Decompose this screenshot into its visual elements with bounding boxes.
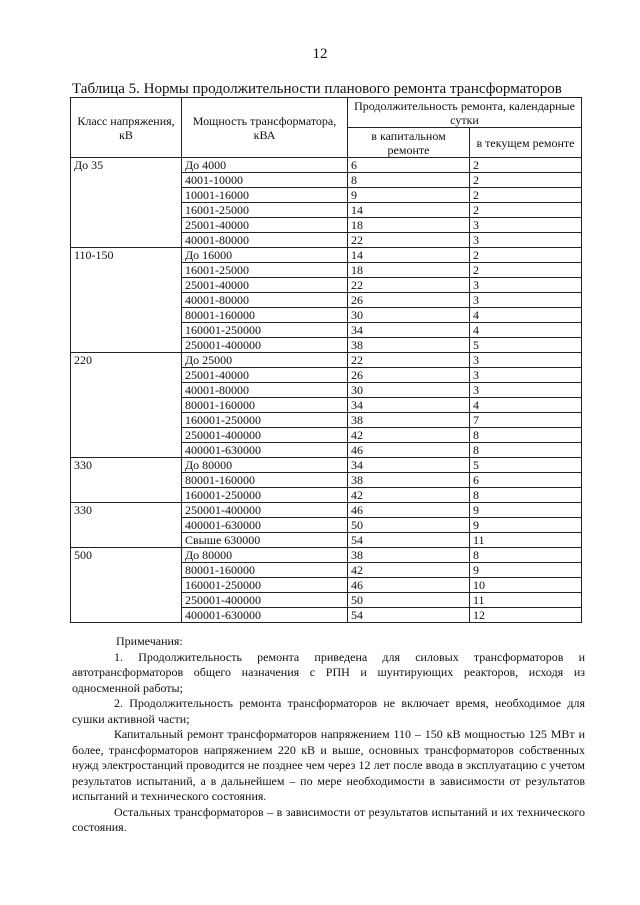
voltage-class-cell: 500 [71,548,182,623]
current-repair-cell: 10 [470,578,582,593]
current-repair-cell: 2 [470,263,582,278]
capital-repair-cell: 38 [348,338,470,353]
current-repair-cell: 4 [470,398,582,413]
power-cell: 40001-80000 [182,383,348,398]
current-repair-cell: 3 [470,293,582,308]
current-repair-cell: 4 [470,323,582,338]
header-power: Мощность трансформатора, кВА [182,98,348,158]
power-cell: 250001-400000 [182,593,348,608]
table-row [71,353,582,368]
power-cell: 10001-16000 [182,188,348,203]
power-cell: 25001-40000 [182,368,348,383]
power-cell: 80001-160000 [182,563,348,578]
capital-repair-cell: 42 [348,563,470,578]
current-repair-cell: 9 [470,518,582,533]
table-row [71,158,582,173]
voltage-class-cell: 220 [71,353,182,458]
table-header [71,98,582,158]
capital-repair-cell: 46 [348,578,470,593]
capital-repair-cell: 42 [348,488,470,503]
capital-repair-cell: 22 [348,353,470,368]
voltage-class-cell: 110-150 [71,248,182,353]
current-repair-cell: 3 [470,278,582,293]
power-cell: 400001-630000 [182,608,348,623]
note-item: 1. Продолжительность ремонта приведена для силовых трансформаторов и автотрансформаторов общего назначения с РПН и шунтирующих реакторов, исходя из односменной работы; [72,649,585,695]
notes-heading: Примечания: [116,634,183,648]
capital-repair-cell: 26 [348,293,470,308]
capital-repair-cell: 22 [348,233,470,248]
current-repair-cell: 8 [470,548,582,563]
note-item: Капитальный ремонт трансформаторов напряжением 110 – 150 кВ мощностью 125 МВт и более, трансформаторов напряжением 220 кВ и выше, основных трансформаторов собственных нужд электростанций проводится не позднее чем через 12 лет после ввода в эксплуатацию с учетом результатов испытаний, а в дальнейшем – по мере необходимости в зависимости от результатов испытаний и технического состояния. [72,727,585,803]
current-repair-cell: 6 [470,473,582,488]
capital-repair-cell: 38 [348,473,470,488]
capital-repair-cell: 34 [348,398,470,413]
capital-repair-cell: 50 [348,518,470,533]
header-duration: Продолжительность ремонта, календарные сутки [348,98,582,128]
capital-repair-cell: 46 [348,443,470,458]
power-cell: 160001-250000 [182,488,348,503]
current-repair-cell: 5 [470,458,582,473]
power-cell: 25001-40000 [182,278,348,293]
current-repair-cell: 5 [470,338,582,353]
capital-repair-cell: 30 [348,383,470,398]
current-repair-cell: 11 [470,593,582,608]
header-voltage-class: Класс напряжения, кВ [71,98,182,158]
current-repair-cell: 11 [470,533,582,548]
current-repair-cell: 3 [470,368,582,383]
power-cell: Свыше 630000 [182,533,348,548]
table-row [71,458,582,473]
capital-repair-cell: 38 [348,413,470,428]
power-cell: 4001-10000 [182,173,348,188]
capital-repair-cell: 8 [348,173,470,188]
current-repair-cell: 2 [470,158,582,173]
voltage-class-cell: 330 [71,458,182,503]
capital-repair-cell: 22 [348,278,470,293]
current-repair-cell: 9 [470,503,582,518]
capital-repair-cell: 54 [348,608,470,623]
capital-repair-cell: 34 [348,323,470,338]
power-cell: До 16000 [182,248,348,263]
capital-repair-cell: 6 [348,158,470,173]
current-repair-cell: 3 [470,353,582,368]
capital-repair-cell: 42 [348,428,470,443]
capital-repair-cell: 38 [348,548,470,563]
power-cell: До 80000 [182,548,348,563]
table-body [71,158,582,623]
current-repair-cell: 8 [470,488,582,503]
capital-repair-cell: 14 [348,248,470,263]
capital-repair-cell: 46 [348,503,470,518]
capital-repair-cell: 50 [348,593,470,608]
power-cell: 80001-160000 [182,473,348,488]
table-row [71,548,582,563]
capital-repair-cell: 54 [348,533,470,548]
voltage-class-cell: 330 [71,503,182,548]
current-repair-cell: 4 [470,308,582,323]
current-repair-cell: 8 [470,428,582,443]
power-cell: 80001-160000 [182,398,348,413]
power-cell: 80001-160000 [182,308,348,323]
power-cell: До 25000 [182,353,348,368]
header-capital-repair: в капитальном ремонте [348,128,470,158]
table-row [71,503,582,518]
current-repair-cell: 3 [470,383,582,398]
notes-section [72,634,585,836]
current-repair-cell: 2 [470,248,582,263]
table-caption: Таблица 5. Нормы продолжительности планового ремонта трансформаторов [72,81,562,97]
capital-repair-cell: 34 [348,458,470,473]
power-cell: 400001-630000 [182,443,348,458]
power-cell: 25001-40000 [182,218,348,233]
power-cell: 160001-250000 [182,578,348,593]
capital-repair-cell: 9 [348,188,470,203]
voltage-class-cell: До 35 [71,158,182,248]
capital-repair-cell: 14 [348,203,470,218]
power-cell: 400001-630000 [182,518,348,533]
note-item: 2. Продолжительность ремонта трансформаторов не включает время, необходимое для сушки активной части; [72,696,585,726]
table-row [71,248,582,263]
power-cell: 250001-400000 [182,428,348,443]
current-repair-cell: 7 [470,413,582,428]
page-number: 12 [312,46,328,62]
header-current-repair: в текущем ремонте [470,128,582,158]
current-repair-cell: 2 [470,203,582,218]
current-repair-cell: 9 [470,563,582,578]
power-cell: 16001-25000 [182,203,348,218]
current-repair-cell: 12 [470,608,582,623]
repair-norms-table [70,97,582,623]
power-cell: 160001-250000 [182,323,348,338]
current-repair-cell: 3 [470,218,582,233]
power-cell: До 4000 [182,158,348,173]
power-cell: 40001-80000 [182,233,348,248]
power-cell: 250001-400000 [182,338,348,353]
current-repair-cell: 2 [470,173,582,188]
capital-repair-cell: 18 [348,263,470,278]
power-cell: 16001-25000 [182,263,348,278]
current-repair-cell: 2 [470,188,582,203]
capital-repair-cell: 18 [348,218,470,233]
power-cell: 40001-80000 [182,293,348,308]
power-cell: 160001-250000 [182,413,348,428]
capital-repair-cell: 30 [348,308,470,323]
current-repair-cell: 3 [470,233,582,248]
current-repair-cell: 8 [470,443,582,458]
power-cell: 250001-400000 [182,503,348,518]
power-cell: До 80000 [182,458,348,473]
note-item: Остальных трансформаторов – в зависимости от результатов испытаний и их технического состояния. [72,804,585,834]
capital-repair-cell: 26 [348,368,470,383]
